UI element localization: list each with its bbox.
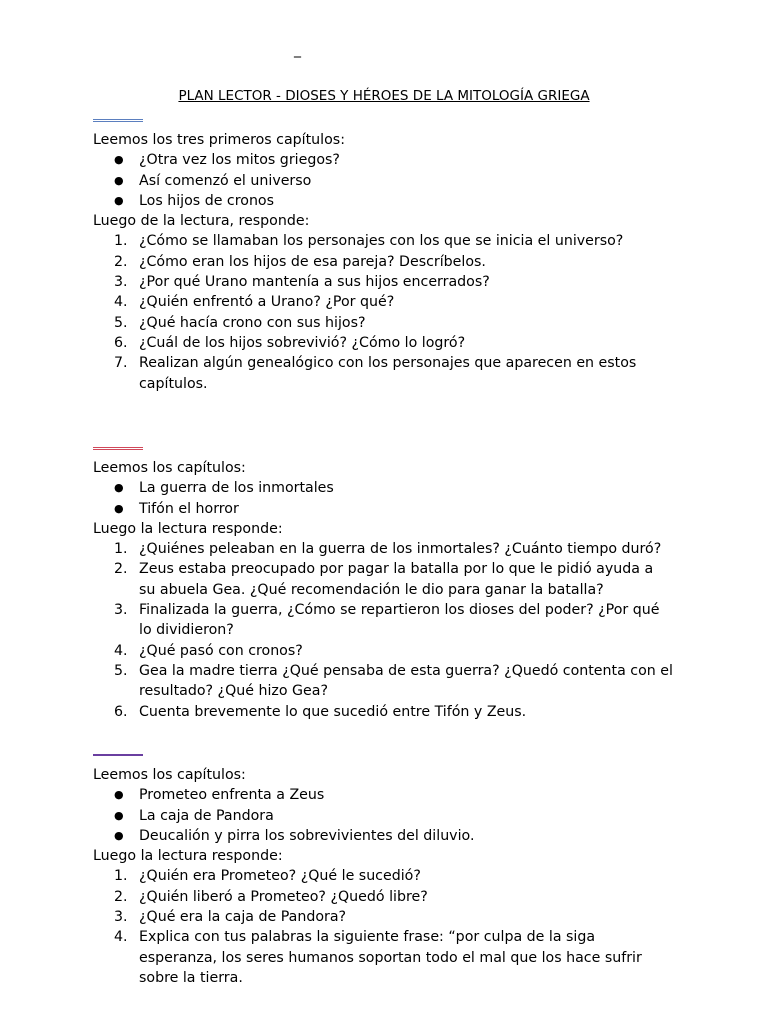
section-divider-red <box>93 447 143 450</box>
bullet-icon: ● <box>114 193 124 207</box>
section-intro: Leemos los capítulos: <box>93 767 246 783</box>
bullet-icon: ● <box>114 788 124 802</box>
section-divider-blue <box>93 119 143 122</box>
chapter-item: ● Prometeo enfrenta a Zeus <box>93 785 673 805</box>
section-2 <box>93 458 673 722</box>
chapter-item: ● Tifón el horror <box>93 499 673 519</box>
question-item: 6. Cuenta brevemente lo que sucedió entre Tifón y Zeus. <box>114 703 527 720</box>
question-item: 4. Explica con tus palabras la siguiente frase: “por culpa de la siga esperanza, los seres humanos soportan todo el mal que los hace sufrir sobre la tierra. <box>114 929 642 986</box>
question-item: 1. ¿Quiénes peleaban en la guerra de los inmortales? ¿Cuánto tiempo duró? <box>114 541 662 558</box>
bullet-icon: ● <box>114 808 124 822</box>
question-item: 5. ¿Qué hacía crono con sus hijos? <box>114 314 366 331</box>
section-prompt: Luego de la lectura, responde: <box>93 213 310 230</box>
chapter-item: ● La caja de Pandora <box>93 806 673 826</box>
section-intro: Leemos los capítulos: <box>93 460 246 476</box>
bullet-icon: ● <box>114 828 124 842</box>
section-divider-purple <box>93 754 143 756</box>
question-list <box>93 539 673 722</box>
chapter-item: ● Deucalión y pirra los sobrevivientes del diluvio. <box>93 826 673 846</box>
section-3 <box>93 765 673 988</box>
chapter-item: ● ¿Otra vez los mitos griegos? <box>93 150 673 170</box>
question-item: 3. ¿Por qué Urano mantenía a sus hijos encerrados? <box>114 274 490 291</box>
question-list <box>93 866 673 988</box>
question-item: 4. ¿Quién enfrentó a Urano? ¿Por qué? <box>114 294 395 311</box>
question-item: 3. ¿Qué era la caja de Pandora? <box>114 909 347 926</box>
question-item: 3. Finalizada la guerra, ¿Cómo se repartieron los dioses del poder? ¿Por qué lo dividieron? <box>114 602 660 639</box>
chapter-list <box>93 785 673 846</box>
bullet-icon: ● <box>114 501 124 515</box>
chapter-item: ● Los hijos de cronos <box>93 191 673 211</box>
section-prompt: Luego la lectura responde: <box>93 520 283 537</box>
page-title: PLAN LECTOR - DIOSES Y HÉROES DE LA MITOLOGÍA GRIEGA <box>178 88 590 104</box>
question-item: 7. Realizan algún genealógico con los personajes que aparecen en estos capítulos. <box>114 355 637 392</box>
question-list <box>93 231 673 393</box>
chapter-item: ● Así comenzó el universo <box>93 171 673 191</box>
question-item: 1. ¿Cómo se llamaban los personajes con los que se inicia el universo? <box>114 233 624 250</box>
bullet-icon: ● <box>114 481 124 495</box>
chapter-list <box>93 478 673 519</box>
bullet-icon: ● <box>114 173 124 187</box>
question-item: 4. ¿Qué pasó con cronos? <box>114 642 303 659</box>
chapter-list <box>93 150 673 211</box>
question-item: 1. ¿Quién era Prometeo? ¿Qué le sucedió? <box>114 868 421 885</box>
section-1 <box>93 130 673 394</box>
bullet-icon: ● <box>114 153 124 167</box>
chapter-item: ● La guerra de los inmortales <box>93 478 673 498</box>
question-item: 2. ¿Quién liberó a Prometeo? ¿Quedó libre? <box>114 888 428 905</box>
question-item: 2. Zeus estaba preocupado por pagar la batalla por lo que le pidió ayuda a su abuela Gea. ¿Qué recomendación le dio para ganar la batalla? <box>114 561 654 598</box>
header-mark: _ <box>294 42 301 58</box>
question-item: 6. ¿Cuál de los hijos sobrevivió? ¿Cómo lo logró? <box>114 334 466 351</box>
section-intro: Leemos los tres primeros capítulos: <box>93 132 345 148</box>
question-item: 5. Gea la madre tierra ¿Qué pensaba de esta guerra? ¿Quedó contenta con el resultado? ¿Qué hizo Gea? <box>114 662 673 700</box>
section-prompt: Luego la lectura responde: <box>93 848 283 865</box>
question-item: 2. ¿Cómo eran los hijos de esa pareja? Descríbelos. <box>114 253 486 270</box>
